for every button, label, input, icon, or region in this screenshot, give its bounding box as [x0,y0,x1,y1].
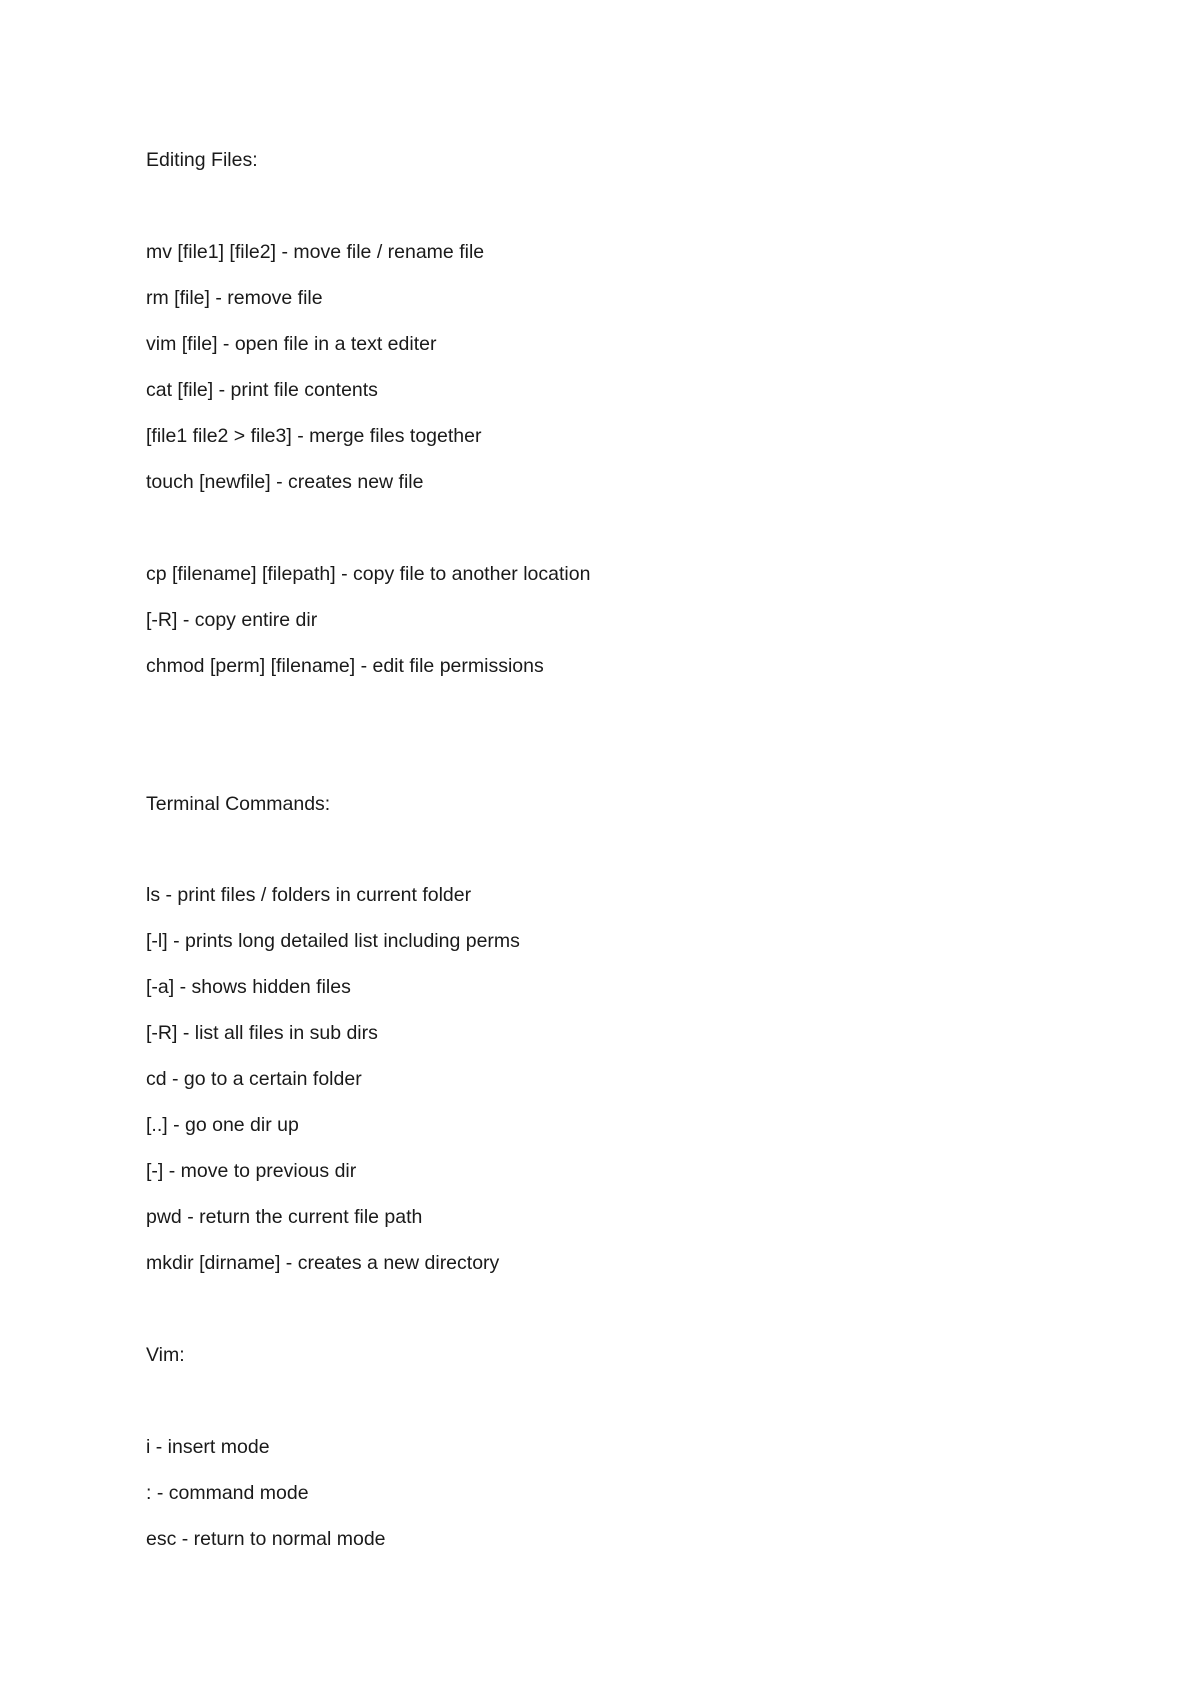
section-heading-editing-files: Editing Files: [146,149,258,171]
list-item: cd - go to a certain folder [146,1068,362,1090]
list-item: [-a] - shows hidden files [146,976,351,998]
list-item: [-R] - list all files in sub dirs [146,1022,378,1044]
list-item: vim [file] - open file in a text editer [146,333,437,355]
list-item: chmod [perm] [filename] - edit file permissions [146,655,544,677]
list-item: rm [file] - remove file [146,287,323,309]
list-item: [..] - go one dir up [146,1114,299,1136]
list-item: cp [filename] [filepath] - copy file to another location [146,563,591,585]
list-item: mkdir [dirname] - creates a new directory [146,1252,500,1274]
list-item: : - command mode [146,1482,309,1504]
list-item: [file1 file2 > file3] - merge files together [146,425,482,447]
list-item: pwd - return the current file path [146,1206,423,1228]
list-item: esc - return to normal mode [146,1528,386,1550]
list-item: ls - print files / folders in current folder [146,884,472,906]
list-item: mv [file1] [file2] - move file / rename file [146,241,485,263]
list-item: i - insert mode [146,1436,270,1458]
list-item: touch [newfile] - creates new file [146,471,424,493]
list-item: [-R] - copy entire dir [146,609,318,631]
list-item: [-l] - prints long detailed list including perms [146,930,520,952]
section-heading-vim: Vim: [146,1344,185,1366]
section-heading-terminal-commands: Terminal Commands: [146,793,331,815]
list-item: [-] - move to previous dir [146,1160,357,1182]
list-item: cat [file] - print file contents [146,379,378,401]
